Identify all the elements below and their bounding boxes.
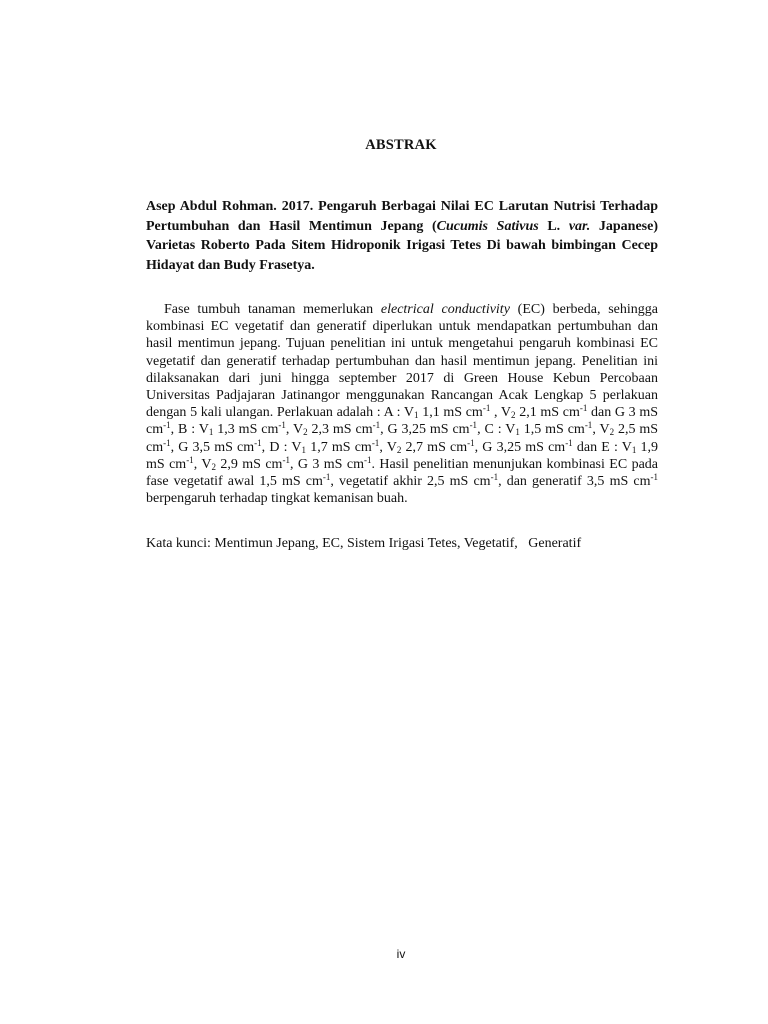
abstract-text: , D : V: [261, 439, 302, 455]
superscript: -1: [482, 403, 491, 414]
abstract-text: 2,1 mS cm: [515, 405, 580, 421]
superscript: -1: [372, 420, 381, 431]
superscript: -1: [278, 420, 286, 431]
superscript: -1: [322, 472, 331, 483]
superscript: -1: [163, 437, 171, 448]
subscript: 2: [211, 461, 216, 472]
abstract-text: 2,7 mS cm: [401, 439, 468, 455]
subscript: 2: [396, 444, 402, 455]
abstract-text: , V: [285, 422, 304, 438]
abstract-text: , V: [490, 405, 512, 421]
superscript: -1: [469, 420, 478, 431]
abstract-text: , V: [193, 456, 212, 472]
abstract-text: (EC) berbeda, sehingga kombinasi EC vegetatif dan generatif diperlukan untuk mendapatkan pertumbuhan dan hasil mentimun jepang. Tujuan penelitian ini untuk mengetahui pengaruh kombinasi EC vegetatif dan generatif terhadap pertumbuhan dan hasil mentimun jepang. Penelitian ini dilaksanakan dari juni hingga september 2017 di Green House Kebun Percobaan Universitas Padjajaran Jatinangor menggunakan Rancangan Acak Lengkap 5 perlakuan dengan 5 kali ulangan. Perlakuan adalah : A : V: [146, 302, 658, 421]
citation-var: var.: [568, 218, 591, 234]
abstract-text: , C : V: [477, 422, 516, 438]
abstract-text: , G 3,5 mS cm: [170, 439, 255, 455]
abstract-text: , dan generatif 3,5 mS cm: [498, 474, 651, 490]
citation-block: [146, 197, 658, 275]
superscript: -1: [254, 437, 262, 448]
subscript: 2: [511, 410, 516, 421]
subscript: 1: [208, 427, 214, 438]
citation-title-part2: L.: [538, 218, 569, 234]
superscript: -1: [490, 472, 499, 483]
abstract-text: 1,7 mS cm: [306, 439, 372, 455]
keywords-line: Kata kunci: Mentimun Jepang, EC, Sistem Irigasi Tetes, Vegetatif, Generatif: [146, 536, 582, 551]
abstract-text: , B : V: [170, 422, 209, 438]
subscript: 2: [303, 427, 308, 438]
citation-title-part3: Japanese) Varietas Roberto Pada Sitem Hidroponik Irigasi Tetes Di bawah bimbingan Cecep Hidayat dan Budy Frasetya.: [146, 218, 658, 273]
citation-title-part1: Pengaruh Berbagai Nilai EC Larutan Nutrisi Terhadap Pertumbuhan dan Hasil Mentimun Jepang (: [146, 199, 658, 234]
abstract-text: 1,9 mS cm: [146, 439, 659, 472]
superscript: -1: [371, 437, 380, 448]
superscript: -1: [186, 454, 194, 465]
abstract-text: dan G 3 mS cm: [146, 405, 659, 438]
superscript: -1: [584, 420, 593, 431]
superscript: -1: [650, 472, 658, 483]
subscript: 1: [515, 427, 520, 438]
superscript: -1: [282, 454, 290, 465]
abstract-text: Fase tumbuh tanaman memerlukan: [164, 302, 381, 317]
page-title: ABSTRAK: [365, 137, 437, 153]
abstract-text: , G 3 mS cm: [289, 456, 364, 472]
abstract-text: , V: [592, 422, 610, 438]
abstract-text: 2,9 mS cm: [215, 456, 283, 472]
abstract-text: , G 3,25 mS cm: [474, 439, 566, 455]
subscript: 1: [301, 444, 307, 455]
superscript: -1: [467, 437, 475, 448]
abstract-paragraph: [146, 301, 658, 507]
subscript: 2: [609, 427, 615, 438]
page-number: iv: [396, 947, 406, 961]
abstract-text: , V: [379, 439, 397, 455]
citation-author-year: Asep Abdul Rohman. 2017.: [146, 199, 319, 214]
subscript: 1: [414, 410, 419, 421]
abstract-text: 1,1 mS cm: [418, 405, 483, 421]
abstract-text: 2,3 mS cm: [307, 422, 373, 438]
abstract-text: 1,5 mS cm: [519, 422, 585, 438]
citation-species: Cucumis Sativus: [436, 218, 539, 234]
abstract-term-italic: electrical conductivity: [380, 302, 510, 317]
superscript: -1: [363, 454, 372, 465]
abstract-text: berpengaruh terhadap tingkat kemanisan buah.: [146, 491, 408, 507]
abstract-text: dan E : V: [572, 439, 632, 455]
abstract-text: , vegetatif akhir 2,5 mS cm: [330, 474, 491, 490]
abstract-text: , G 3,25 mS cm: [380, 422, 470, 438]
abstract-text: 1,3 mS cm: [213, 422, 279, 438]
superscript: -1: [163, 420, 171, 431]
abstract-text: 2,5 mS cm: [146, 422, 659, 455]
abstract-text: . Hasil penelitian menunjukan kombinasi EC pada fase vegetatif awal 1,5 mS cm: [146, 456, 659, 490]
superscript: -1: [579, 403, 588, 414]
subscript: 1: [631, 444, 637, 455]
superscript: -1: [565, 437, 573, 448]
